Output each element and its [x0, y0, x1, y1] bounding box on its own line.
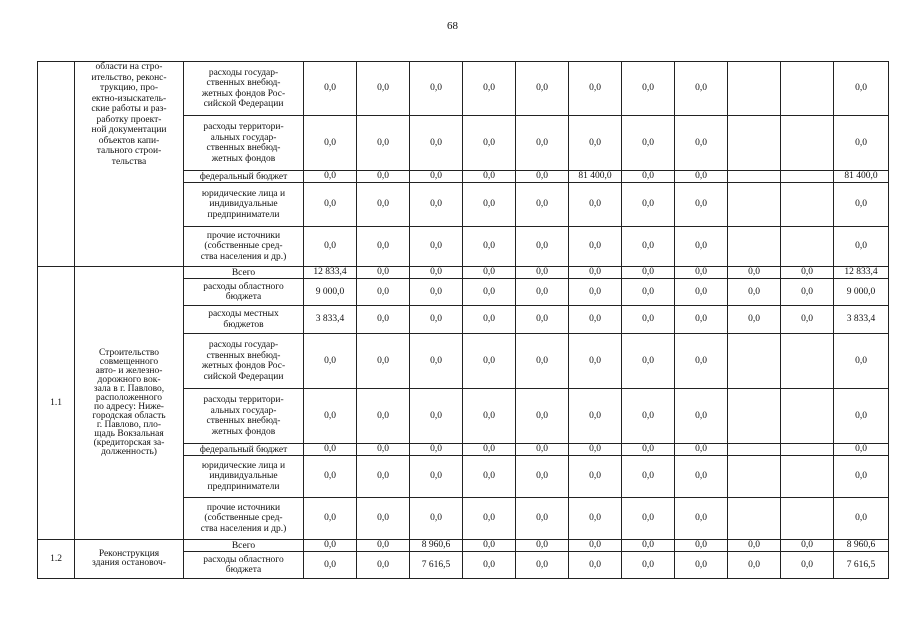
year-value-cell: 0,0: [357, 444, 410, 456]
year-value-cell: 0,0: [675, 227, 728, 267]
year-value-cell: 0,0: [569, 540, 622, 552]
year-value-cell: 0,0: [516, 267, 569, 279]
year-value-cell: 0,0: [622, 456, 675, 498]
section-description-cell: Строительство совмещенного авто- и железно- дорожного вок- зала в г. Павлово, расположенного по адресу: Ниже- городская область г. Павлово, пло- щадь Вокзальная (кредиторская за- долженность): [75, 267, 184, 540]
section-description-cell: области на стро- ительство, реконс- трукцию, про- ектно-изыскатель- ские работы и раз- работку проект- ной документации объектов капи- тального строи- тельства: [75, 62, 184, 267]
year-value-cell: 0,0: [516, 62, 569, 116]
year-value-cell: 0,0: [675, 306, 728, 334]
year-value-cell: 0,0: [516, 227, 569, 267]
total-value-cell: 0,0: [834, 227, 889, 267]
total-value-cell: 9 000,0: [834, 279, 889, 306]
year-value-cell: [781, 62, 834, 116]
budget-table-body: [38, 62, 889, 579]
year-value-cell: 0,0: [357, 183, 410, 227]
year-value-cell: [781, 227, 834, 267]
year-value-cell: 0,0: [463, 227, 516, 267]
year-value-cell: 0,0: [463, 444, 516, 456]
year-value-cell: [728, 183, 781, 227]
year-value-cell: 0,0: [569, 279, 622, 306]
year-value-cell: 0,0: [357, 552, 410, 579]
year-value-cell: [728, 498, 781, 540]
year-value-cell: 0,0: [410, 267, 463, 279]
year-value-cell: 0,0: [304, 389, 357, 444]
total-value-cell: 0,0: [834, 183, 889, 227]
table-row: [38, 62, 889, 116]
year-value-cell: 0,0: [675, 389, 728, 444]
year-value-cell: [728, 62, 781, 116]
year-value-cell: 0,0: [463, 279, 516, 306]
total-value-cell: 0,0: [834, 444, 889, 456]
total-value-cell: 0,0: [834, 116, 889, 171]
total-value-cell: 0,0: [834, 389, 889, 444]
year-value-cell: 0,0: [622, 540, 675, 552]
year-value-cell: 0,0: [463, 498, 516, 540]
year-value-cell: 0,0: [675, 116, 728, 171]
total-value-cell: 8 960,6: [834, 540, 889, 552]
year-value-cell: 0,0: [516, 116, 569, 171]
total-value-cell: 0,0: [834, 334, 889, 389]
year-value-cell: [728, 456, 781, 498]
year-value-cell: 0,0: [516, 456, 569, 498]
year-value-cell: 0,0: [781, 552, 834, 579]
page-number: 68: [447, 20, 458, 32]
year-value-cell: 0,0: [516, 552, 569, 579]
year-value-cell: 0,0: [569, 227, 622, 267]
total-value-cell: 0,0: [834, 62, 889, 116]
year-value-cell: 0,0: [569, 116, 622, 171]
section-description-cell: Реконструкция здания остановоч-: [75, 540, 184, 579]
funding-source-cell: расходы государ- ственных внебюд- жетных фондов Рос- сийской Федерации: [184, 334, 304, 389]
year-value-cell: 0,0: [516, 389, 569, 444]
year-value-cell: 0,0: [622, 334, 675, 389]
year-value-cell: 0,0: [516, 171, 569, 183]
funding-source-cell: расходы государ- ственных внебюд- жетных фондов Рос- сийской Федерации: [184, 62, 304, 116]
year-value-cell: [781, 498, 834, 540]
funding-source-cell: расходы местных бюджетов: [184, 306, 304, 334]
year-value-cell: 81 400,0: [569, 171, 622, 183]
year-value-cell: 0,0: [516, 306, 569, 334]
funding-source-cell: прочие источники (собственные сред- ства населения и др.): [184, 498, 304, 540]
year-value-cell: 3 833,4: [304, 306, 357, 334]
year-value-cell: 0,0: [357, 498, 410, 540]
year-value-cell: 0,0: [569, 306, 622, 334]
funding-source-cell: прочие источники (собственные сред- ства населения и др.): [184, 227, 304, 267]
year-value-cell: 0,0: [728, 306, 781, 334]
total-value-cell: 12 833,4: [834, 267, 889, 279]
total-value-cell: 81 400,0: [834, 171, 889, 183]
year-value-cell: [781, 444, 834, 456]
year-value-cell: 0,0: [622, 306, 675, 334]
year-value-cell: 0,0: [675, 279, 728, 306]
year-value-cell: 0,0: [357, 456, 410, 498]
year-value-cell: 0,0: [304, 62, 357, 116]
year-value-cell: 0,0: [463, 267, 516, 279]
year-value-cell: 0,0: [675, 444, 728, 456]
year-value-cell: 0,0: [304, 552, 357, 579]
year-value-cell: 0,0: [410, 116, 463, 171]
year-value-cell: [781, 389, 834, 444]
year-value-cell: 0,0: [463, 334, 516, 389]
year-value-cell: 0,0: [357, 171, 410, 183]
year-value-cell: 0,0: [569, 456, 622, 498]
section-number-cell: 1.1: [38, 267, 75, 540]
year-value-cell: 0,0: [304, 540, 357, 552]
year-value-cell: 0,0: [463, 540, 516, 552]
year-value-cell: 0,0: [463, 62, 516, 116]
table-row: [38, 267, 889, 279]
year-value-cell: [728, 116, 781, 171]
year-value-cell: 0,0: [357, 62, 410, 116]
year-value-cell: 0,0: [569, 389, 622, 444]
year-value-cell: 0,0: [410, 456, 463, 498]
funding-source-cell: Всего: [184, 267, 304, 279]
year-value-cell: 0,0: [463, 306, 516, 334]
year-value-cell: 0,0: [781, 540, 834, 552]
year-value-cell: 0,0: [569, 552, 622, 579]
year-value-cell: 0,0: [410, 306, 463, 334]
funding-source-cell: федеральный бюджет: [184, 444, 304, 456]
year-value-cell: 0,0: [569, 498, 622, 540]
year-value-cell: 0,0: [304, 116, 357, 171]
year-value-cell: [781, 171, 834, 183]
year-value-cell: 9 000,0: [304, 279, 357, 306]
year-value-cell: 0,0: [304, 227, 357, 267]
year-value-cell: 0,0: [675, 171, 728, 183]
funding-source-cell: федеральный бюджет: [184, 171, 304, 183]
year-value-cell: 0,0: [569, 62, 622, 116]
year-value-cell: 0,0: [357, 116, 410, 171]
year-value-cell: 0,0: [410, 62, 463, 116]
year-value-cell: 0,0: [622, 444, 675, 456]
year-value-cell: 0,0: [622, 498, 675, 540]
year-value-cell: 0,0: [516, 444, 569, 456]
year-value-cell: 0,0: [304, 498, 357, 540]
year-value-cell: 0,0: [622, 267, 675, 279]
year-value-cell: 0,0: [622, 183, 675, 227]
year-value-cell: 0,0: [622, 279, 675, 306]
year-value-cell: [728, 389, 781, 444]
year-value-cell: 0,0: [410, 183, 463, 227]
year-value-cell: 0,0: [622, 552, 675, 579]
year-value-cell: 0,0: [675, 334, 728, 389]
year-value-cell: 0,0: [728, 279, 781, 306]
year-value-cell: 0,0: [304, 171, 357, 183]
year-value-cell: 0,0: [516, 540, 569, 552]
year-value-cell: [728, 334, 781, 389]
year-value-cell: 0,0: [781, 267, 834, 279]
year-value-cell: 0,0: [622, 116, 675, 171]
total-value-cell: 7 616,5: [834, 552, 889, 579]
year-value-cell: 0,0: [463, 116, 516, 171]
funding-source-cell: расходы территори- альных государ- ственных внебюд- жетных фондов: [184, 116, 304, 171]
year-value-cell: 12 833,4: [304, 267, 357, 279]
year-value-cell: 0,0: [675, 456, 728, 498]
year-value-cell: 0,0: [569, 334, 622, 389]
year-value-cell: [781, 116, 834, 171]
year-value-cell: 0,0: [463, 171, 516, 183]
year-value-cell: 0,0: [622, 389, 675, 444]
total-value-cell: 0,0: [834, 498, 889, 540]
year-value-cell: 0,0: [410, 171, 463, 183]
year-value-cell: 0,0: [516, 279, 569, 306]
year-value-cell: 7 616,5: [410, 552, 463, 579]
year-value-cell: 0,0: [410, 498, 463, 540]
year-value-cell: [728, 171, 781, 183]
funding-source-cell: расходы территори- альных государ- ственных внебюд- жетных фондов: [184, 389, 304, 444]
year-value-cell: 0,0: [463, 456, 516, 498]
funding-source-cell: Всего: [184, 540, 304, 552]
year-value-cell: 0,0: [675, 498, 728, 540]
year-value-cell: 0,0: [410, 389, 463, 444]
year-value-cell: 0,0: [781, 306, 834, 334]
year-value-cell: 0,0: [357, 389, 410, 444]
year-value-cell: 0,0: [463, 183, 516, 227]
year-value-cell: 0,0: [357, 227, 410, 267]
year-value-cell: [781, 456, 834, 498]
funding-source-cell: расходы областного бюджета: [184, 279, 304, 306]
year-value-cell: [781, 334, 834, 389]
year-value-cell: 0,0: [357, 540, 410, 552]
year-value-cell: 0,0: [463, 389, 516, 444]
funding-source-cell: юридические лица и индивидуальные предприниматели: [184, 183, 304, 227]
year-value-cell: [781, 183, 834, 227]
table-row: [38, 540, 889, 552]
year-value-cell: 0,0: [304, 444, 357, 456]
total-value-cell: 0,0: [834, 456, 889, 498]
year-value-cell: 0,0: [463, 552, 516, 579]
section-number-cell: [38, 62, 75, 267]
year-value-cell: 0,0: [410, 227, 463, 267]
year-value-cell: 0,0: [410, 444, 463, 456]
total-value-cell: 3 833,4: [834, 306, 889, 334]
year-value-cell: [728, 227, 781, 267]
year-value-cell: 0,0: [728, 552, 781, 579]
year-value-cell: 0,0: [569, 267, 622, 279]
year-value-cell: 0,0: [410, 279, 463, 306]
year-value-cell: 0,0: [675, 267, 728, 279]
year-value-cell: 0,0: [569, 444, 622, 456]
budget-table: [37, 61, 889, 579]
year-value-cell: 0,0: [781, 279, 834, 306]
year-value-cell: 0,0: [569, 183, 622, 227]
year-value-cell: 0,0: [675, 183, 728, 227]
year-value-cell: 0,0: [516, 183, 569, 227]
funding-source-cell: расходы областного бюджета: [184, 552, 304, 579]
year-value-cell: 0,0: [516, 334, 569, 389]
funding-source-cell: юридические лица и индивидуальные предприниматели: [184, 456, 304, 498]
year-value-cell: 0,0: [622, 62, 675, 116]
year-value-cell: 0,0: [675, 62, 728, 116]
section-number-cell: 1.2: [38, 540, 75, 579]
year-value-cell: 0,0: [357, 334, 410, 389]
year-value-cell: 0,0: [357, 279, 410, 306]
year-value-cell: 0,0: [675, 552, 728, 579]
year-value-cell: 0,0: [410, 334, 463, 389]
year-value-cell: 0,0: [728, 540, 781, 552]
year-value-cell: 0,0: [357, 267, 410, 279]
year-value-cell: 8 960,6: [410, 540, 463, 552]
year-value-cell: 0,0: [622, 171, 675, 183]
year-value-cell: 0,0: [675, 540, 728, 552]
year-value-cell: 0,0: [304, 334, 357, 389]
year-value-cell: 0,0: [304, 183, 357, 227]
year-value-cell: [728, 444, 781, 456]
year-value-cell: 0,0: [304, 456, 357, 498]
year-value-cell: 0,0: [728, 267, 781, 279]
year-value-cell: 0,0: [357, 306, 410, 334]
year-value-cell: 0,0: [622, 227, 675, 267]
year-value-cell: 0,0: [516, 498, 569, 540]
